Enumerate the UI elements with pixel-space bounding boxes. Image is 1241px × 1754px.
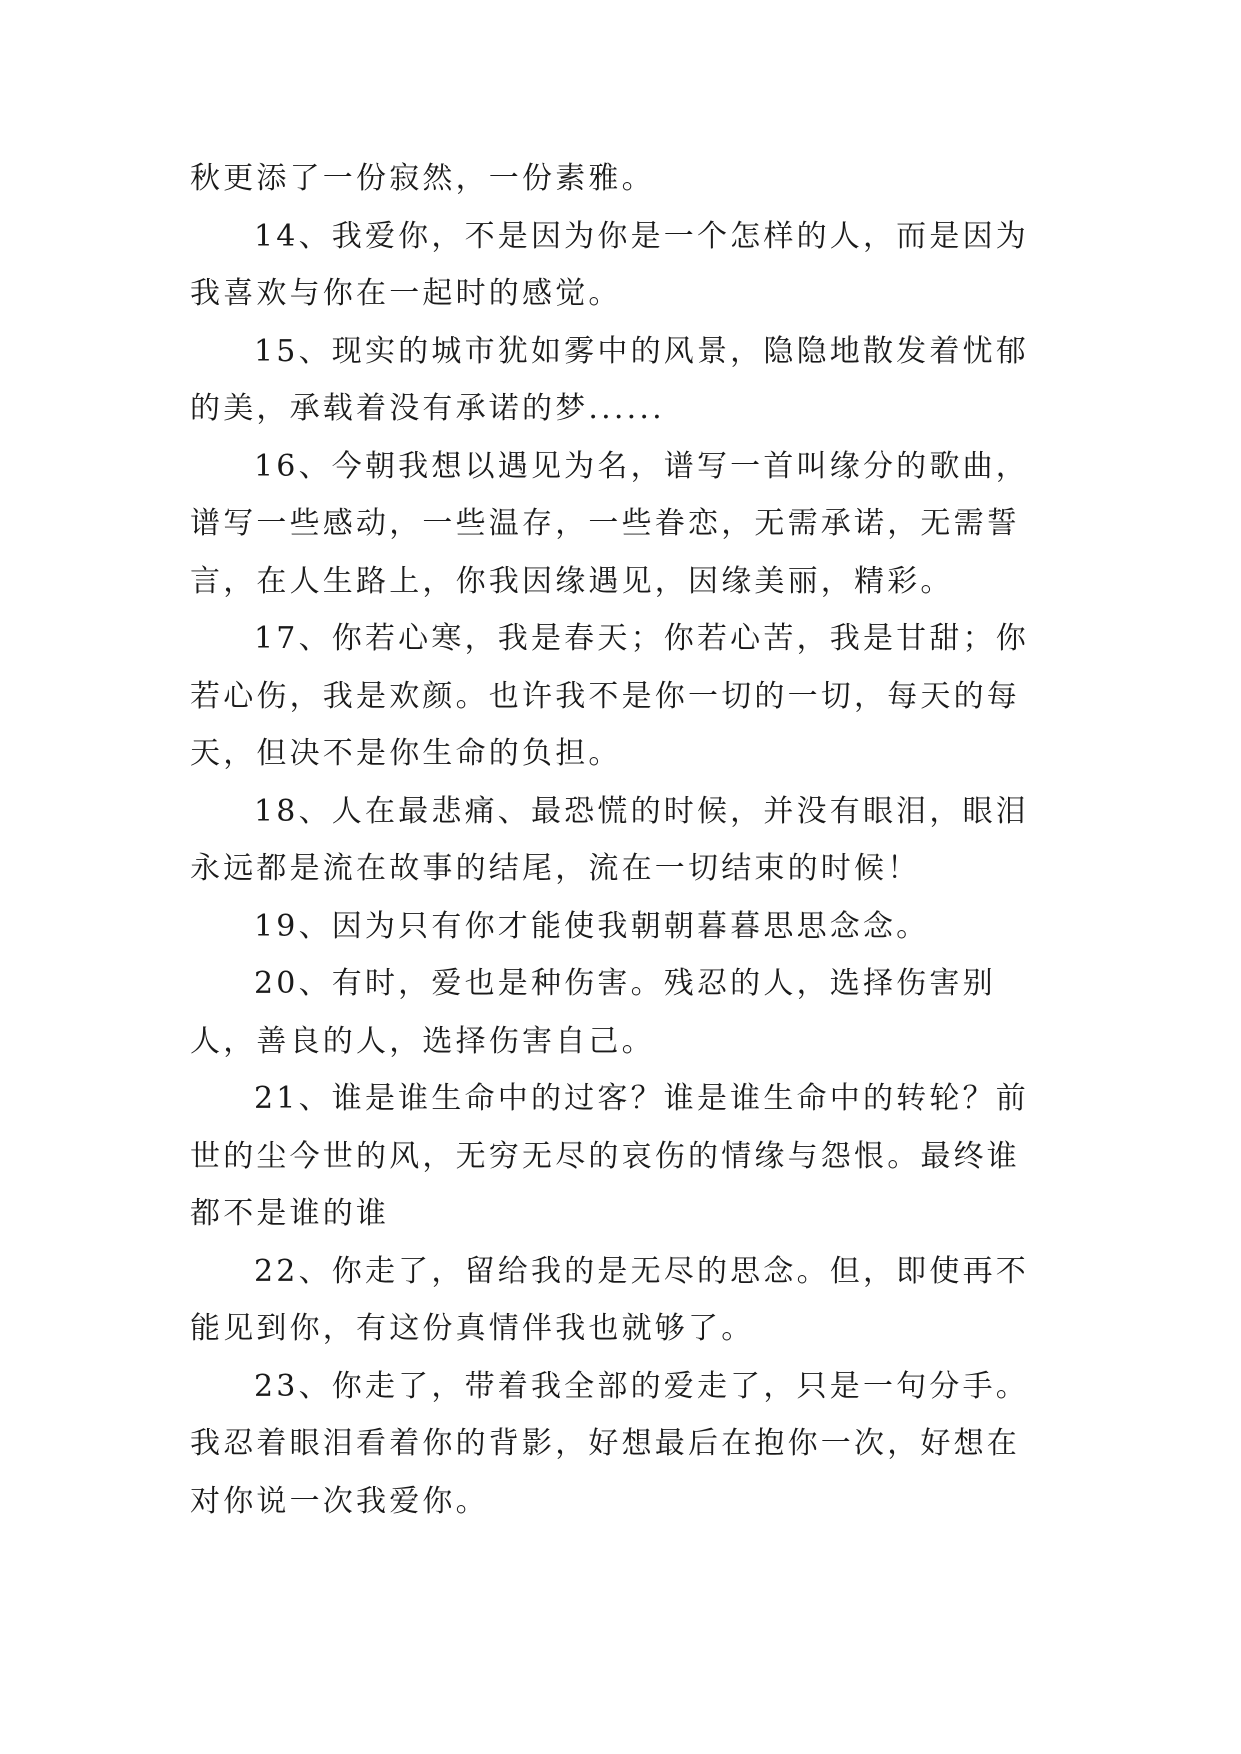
paragraph-21: 21、谁是谁生命中的过客？谁是谁生命中的转轮？前世的尘今世的风，无穷无尽的哀伤的情缘与怨恨。最终谁都不是谁的谁 <box>190 1081 1029 1231</box>
paragraph-20: 20、有时，爱也是种伤害。残忍的人，选择伤害别人，善良的人，选择伤害自己。 <box>190 966 996 1059</box>
paragraph-18: 18、人在最悲痛、最恐慌的时候，并没有眼泪，眼泪永远都是流在故事的结尾，流在一切结束的时候！ <box>190 793 1029 886</box>
paragraph-22: 22、你走了，留给我的是无尽的思念。但，即使再不能见到你，有这份真情伴我也就够了。 <box>190 1253 1029 1346</box>
document-body <box>190 150 1052 1530</box>
paragraph-15: 15、现实的城市犹如雾中的风景，隐隐地散发着忧郁的美，承载着没有承诺的梦...... <box>190 333 1029 426</box>
paragraph-17: 17、你若心寒，我是春天；你若心苦，我是甘甜；你若心伤，我是欢颜。也许我不是你一切的一切，每天的每天，但决不是你生命的负担。 <box>190 621 1029 771</box>
paragraph-continuation: 秋更添了一份寂然，一份素雅。 <box>190 161 655 196</box>
paragraph-23: 23、你走了，带着我全部的爱走了，只是一句分手。我忍着眼泪看着你的背影，好想最后在抱你一次，好想在对你说一次我爱你。 <box>190 1368 1029 1519</box>
paragraph-16: 16、今朝我想以遇见为名，谱写一首叫缘分的歌曲，谱写一些感动，一些温存，一些眷恋，无需承诺，无需誓言，在人生路上，你我因缘遇见，因缘美丽，精彩。 <box>190 448 1029 599</box>
paragraph-19: 19、因为只有你才能使我朝朝暮暮思思念念。 <box>254 908 930 944</box>
paragraph-14: 14、我爱你，不是因为你是一个怎样的人，而是因为我喜欢与你在一起时的感觉。 <box>190 218 1029 311</box>
